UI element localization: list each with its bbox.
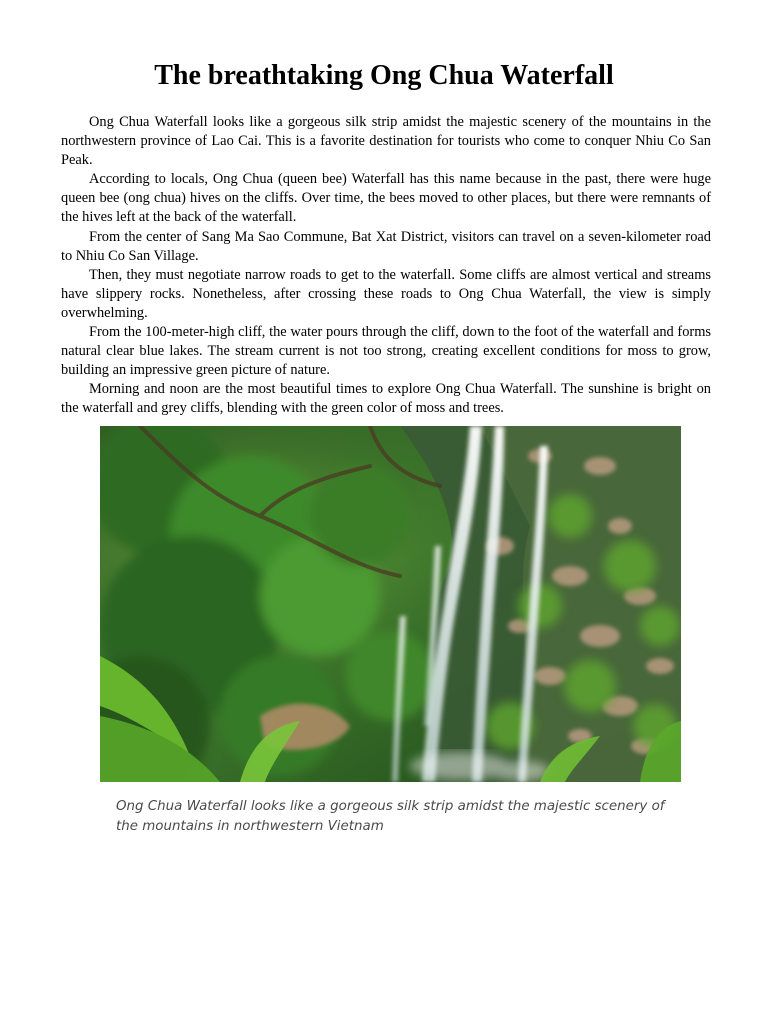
waterfall-photo [100,426,681,782]
photo-caption: Ong Chua Waterfall looks like a gorgeous silk strip amidst the majestic scenery of the mountains in northwestern Vietnam [116,799,665,834]
waterfall-illustration [100,426,681,782]
paragraph: Morning and noon are the most beautiful times to explore Ong Chua Waterfall. The sunshine is bright on the waterfall and grey cliffs, blending with the green color of moss and trees. [61,381,711,417]
paragraph: Then, they must negotiate narrow roads to get to the waterfall. Some cliffs are almost vertical and streams have slippery rocks. Nonetheless, after crossing these roads to Ong Chua Waterfall, the view is simply overwhelming. [61,266,711,321]
paragraph: From the center of Sang Ma Sao Commune, Bat Xat District, visitors can travel on a seven-kilometer road to Nhiu Co San Village. [61,228,711,264]
paragraph: Ong Chua Waterfall looks like a gorgeous silk strip amidst the majestic scenery of the mountains in the northwestern province of Lao Cai. This is a favorite destination for tourists who come to conquer Nhiu Co San Peak. [61,114,711,169]
paragraph: From the 100-meter-high cliff, the water pours through the cliff, down to the foot of the waterfall and forms natural clear blue lakes. The stream current is not too strong, creating excellent conditions for moss to grow, building an impressive green picture of nature. [61,324,711,379]
paragraph: According to locals, Ong Chua (queen bee) Waterfall has this name because in the past, there were huge queen bee (ong chua) hives on the cliffs. Over time, the bees moved to other places, but there were remnants of the hives left at the back of the waterfall. [61,171,711,226]
article-title: The breathtaking Ong Chua Waterfall [154,60,614,91]
article-body [61,113,711,419]
